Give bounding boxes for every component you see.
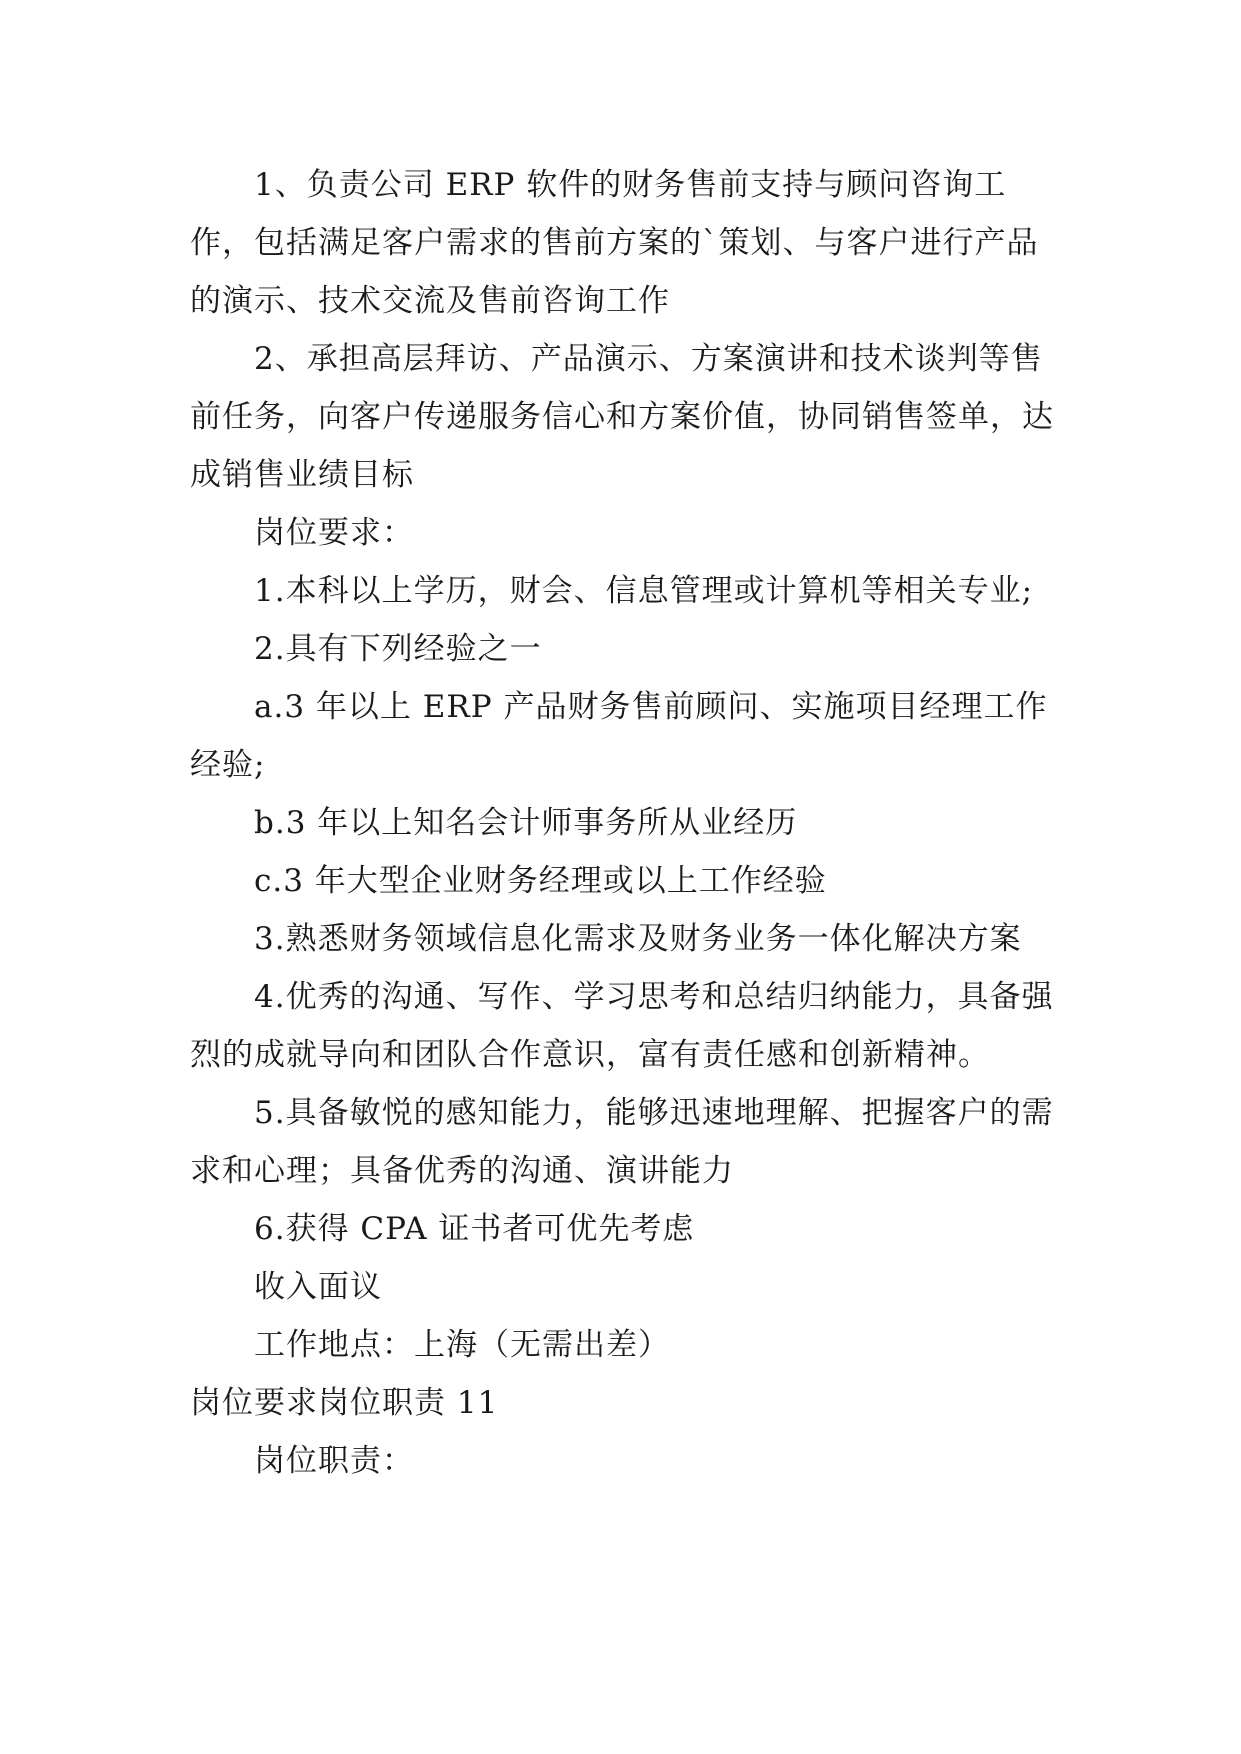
paragraph-requirement-6: 6.获得 CPA 证书者可优先考虑 — [254, 1211, 695, 1247]
paragraph-requirement-2b: b.3 年以上知名会计师事务所从业经历 — [254, 805, 798, 841]
section-heading-duties: 岗位职责： — [254, 1443, 414, 1479]
paragraph-requirement-1: 1.本科以上学历，财会、信息管理或计算机等相关专业; — [254, 573, 1034, 609]
paragraph-duty-2: 2、承担高层拜访、产品演示、方案演讲和技术谈判等售前任务，向客户传递服务信心和方案价值，协同销售签单，达成销售业绩目标 — [190, 341, 1054, 493]
paragraph-requirement-3: 3.熟悉财务领域信息化需求及财务业务一体化解决方案 — [254, 921, 1022, 957]
paragraph-requirement-2a: a.3 年以上 ERP 产品财务售前顾问、实施项目经理工作经验; — [190, 689, 1048, 783]
section-heading-requirements: 岗位要求： — [254, 515, 414, 551]
paragraph-requirement-2: 2.具有下列经验之一 — [254, 631, 542, 667]
paragraph-salary: 收入面议 — [254, 1269, 382, 1305]
section-title: 岗位要求岗位职责 11 — [190, 1385, 499, 1421]
document-body — [190, 156, 1070, 1490]
paragraph-location: 工作地点：上海（无需出差） — [254, 1327, 670, 1363]
paragraph-requirement-5: 5.具备敏悦的感知能力，能够迅速地理解、把握客户的需求和心理；具备优秀的沟通、演讲能力 — [190, 1095, 1054, 1189]
paragraph-requirement-2c: c.3 年大型企业财务经理或以上工作经验 — [254, 863, 827, 899]
paragraph-duty-1: 1、负责公司 ERP 软件的财务售前支持与顾问咨询工作，包括满足客户需求的售前方案的`策划、与客户进行产品的演示、技术交流及售前咨询工作 — [190, 167, 1039, 319]
paragraph-requirement-4: 4.优秀的沟通、写作、学习思考和总结归纳能力，具备强烈的成就导向和团队合作意识，富有责任感和创新精神。 — [190, 979, 1054, 1073]
